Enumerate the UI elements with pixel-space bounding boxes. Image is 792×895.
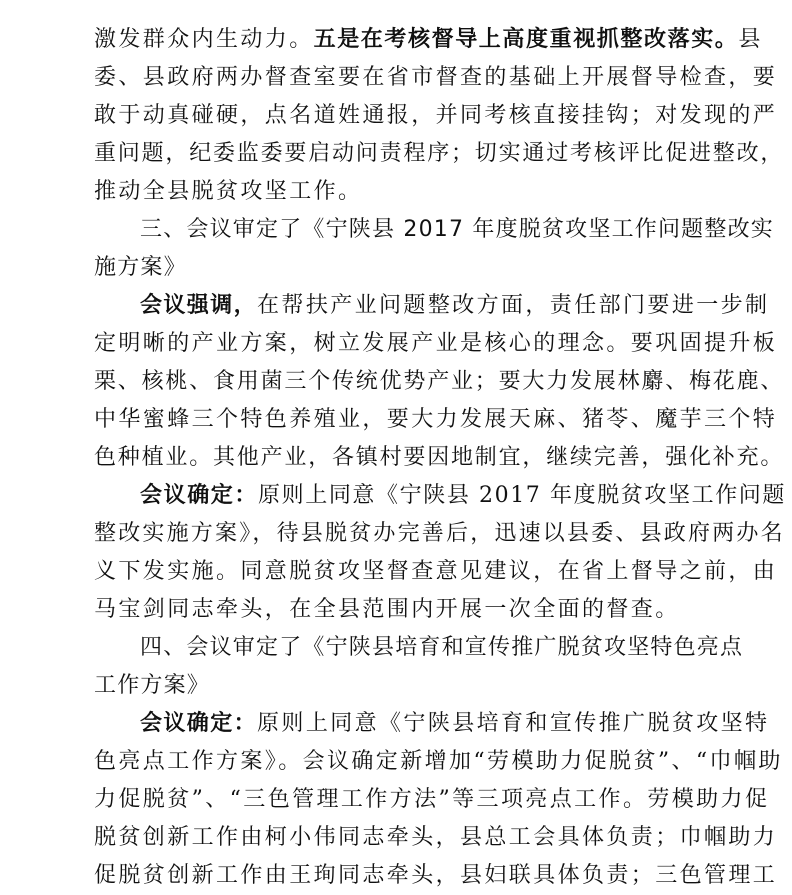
paragraph-line: 义下发实施。同意脱贫攻坚督查意见建议，在省上督导之前，由 <box>94 559 778 584</box>
section-heading: 四、会议审定了《宁陕县培育和宣传推广脱贫攻坚特色亮点 <box>140 635 744 660</box>
text-run: 原则上同意《宁陕县培育和宣传推广脱贫攻坚特 <box>257 711 770 736</box>
section-heading-cont: 工作方案》 <box>94 673 211 698</box>
text-run: 原则上同意《宁陕县 2017 年度脱贫攻坚工作问题 <box>258 483 786 508</box>
section-heading: 三、会议审定了《宁陕县 2017 年度脱贫攻坚工作问题整改实 <box>140 217 774 242</box>
paragraph-line <box>140 706 769 742</box>
lead-phrase: 会议确定： <box>140 711 258 736</box>
bold-phrase: 五是在考核督导上高度重视抓整改落实。 <box>313 27 739 52</box>
paragraph-line: 促脱贫创新工作由王珣同志牵头，县妇联具体负责；三色管理工 <box>94 863 778 888</box>
paragraph-line <box>140 478 786 514</box>
paragraph-line: 重问题，纪委监委要启动问责程序；切实通过考核评比促进整改， <box>94 141 785 166</box>
lead-phrase: 会议确定： <box>140 483 259 508</box>
paragraph-line: 色种植业。其他产业，各镇村要因地制宜，继续完善，强化补充。 <box>94 445 785 470</box>
paragraph-line: 敢于动真碰硬，点名道姓通报，并同考核直接挂钩；对发现的严 <box>94 103 778 128</box>
paragraph-line <box>140 288 769 324</box>
paragraph-line: 脱贫创新工作由柯小伟同志牵头，县总工会具体负责；巾帼助力 <box>94 825 778 850</box>
paragraph-line: 委、县政府两办督查室要在省市督查的基础上开展督导检查，要 <box>94 65 778 90</box>
paragraph-line: 马宝剑同志牵头，在全县范围内开展一次全面的督查。 <box>94 597 680 622</box>
section-heading-cont: 施方案》 <box>94 255 187 280</box>
paragraph-line: 力促脱贫”、“三色管理工作方法”等三项亮点工作。劳模助力促 <box>94 787 770 812</box>
text-run: 激发群众内生动力。 <box>94 27 314 52</box>
text-run: 县 <box>738 27 763 52</box>
paragraph-line: 栗、核桃、食用菌三个传统优势产业；要大力发展林麝、梅花鹿、 <box>94 369 785 394</box>
paragraph-line: 定明晰的产业方案，树立发展产业是核心的理念。要巩固提升板 <box>94 331 778 356</box>
lead-phrase: 会议强调， <box>140 293 258 318</box>
paragraph-line: 整改实施方案》，待县脱贫办完善后，迅速以县委、县政府两办名 <box>94 521 785 546</box>
paragraph-line: 推动全县脱贫攻坚工作。 <box>94 179 363 204</box>
paragraph-line: 中华蜜蜂三个特色养殖业，要大力发展天麻、猪苓、魔芋三个特 <box>94 407 778 432</box>
paragraph-line: 色亮点工作方案》。会议确定新增加“劳模助力促脱贫”、“巾帼助 <box>94 749 783 774</box>
paragraph-line <box>94 22 763 58</box>
text-run: 在帮扶产业问题整改方面，责任部门要进一步制 <box>257 293 770 318</box>
